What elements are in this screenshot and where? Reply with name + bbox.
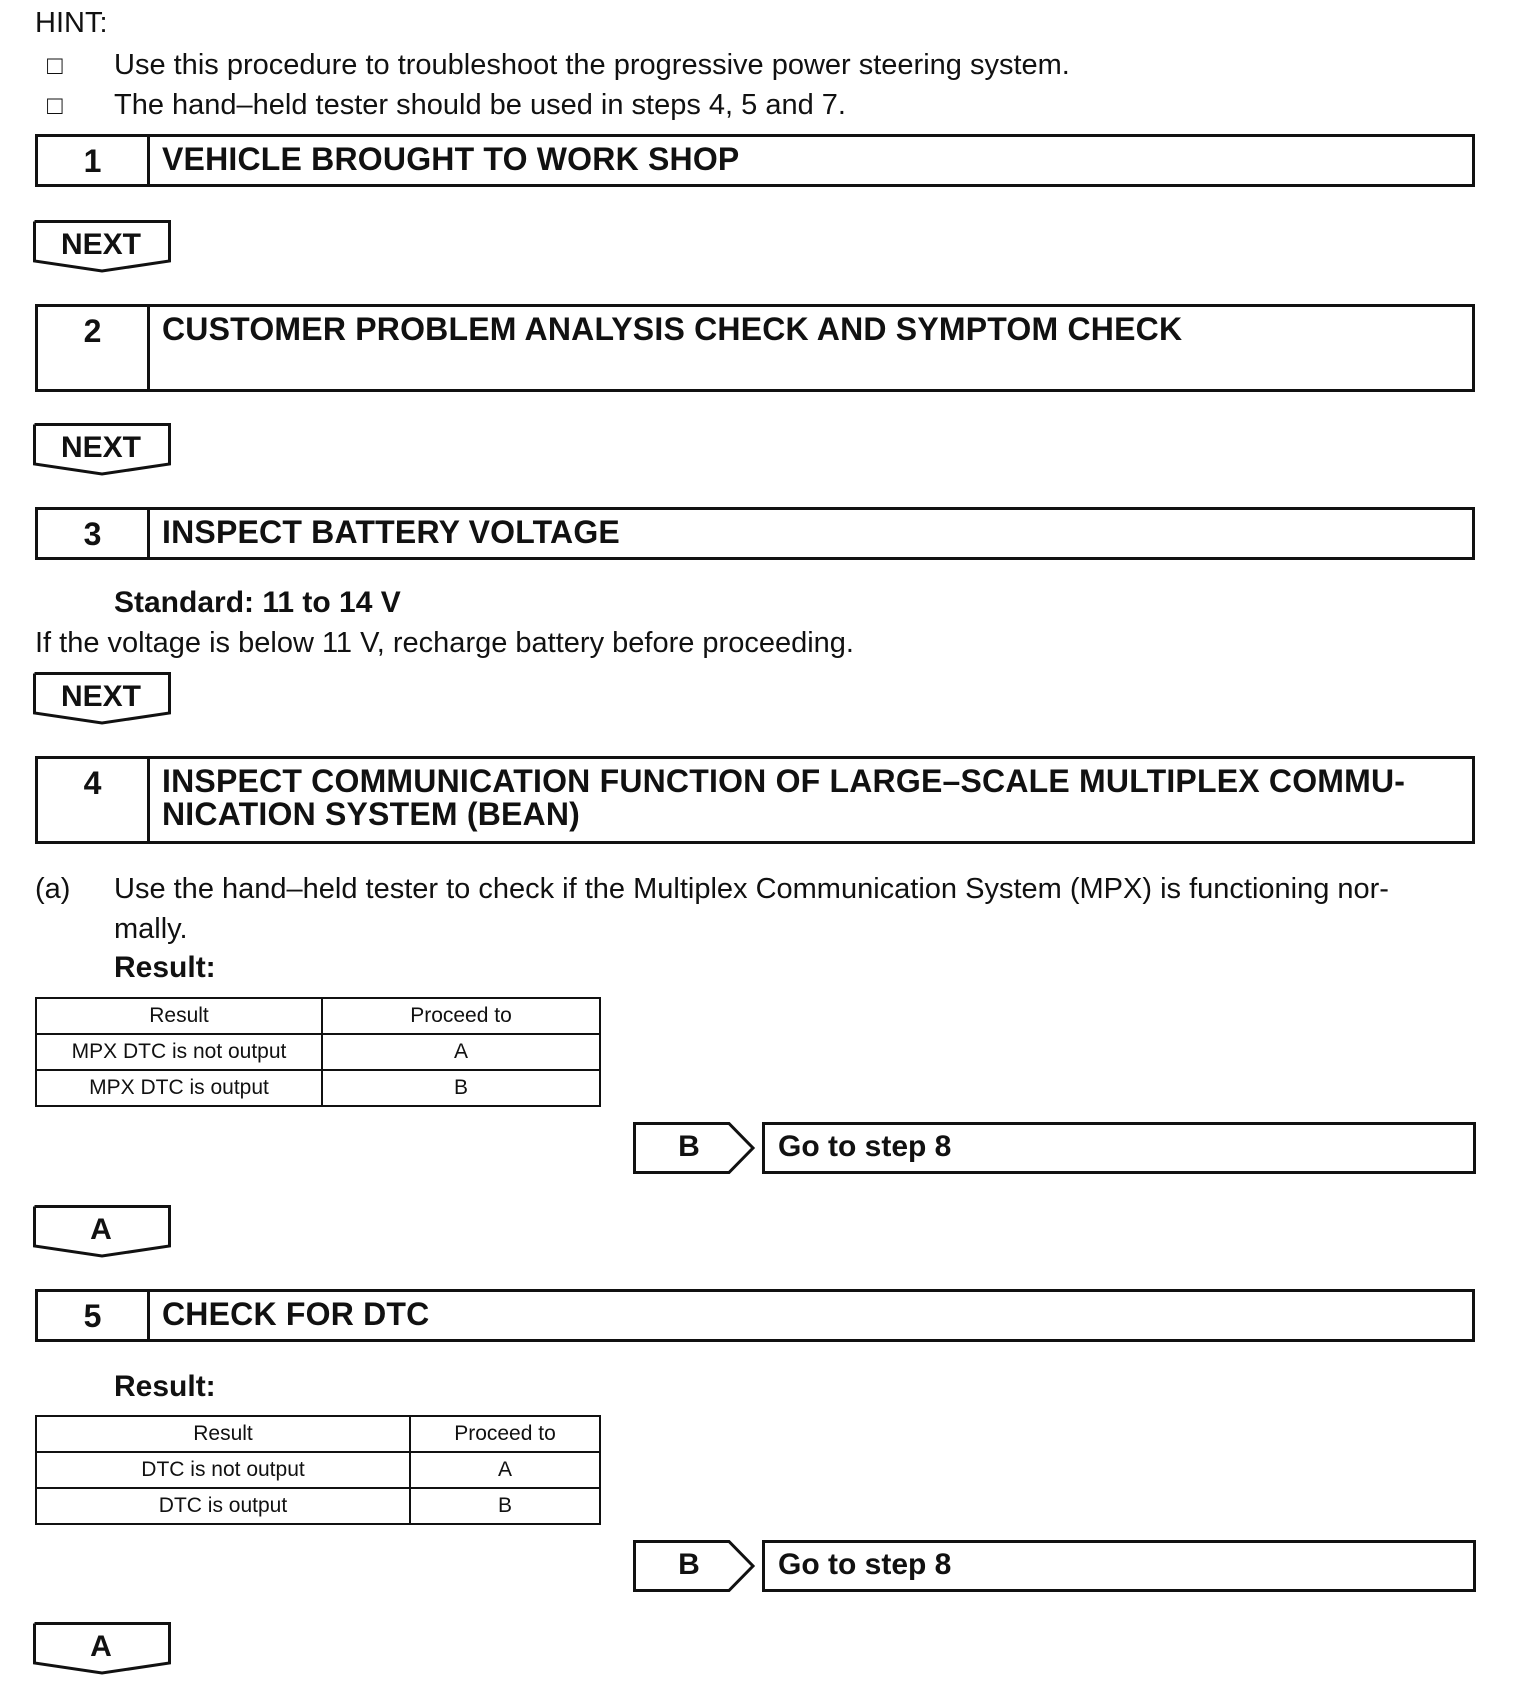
step-title: INSPECT BATTERY VOLTAGE (162, 514, 620, 550)
result-table (35, 997, 601, 1107)
item-text: Use the hand–held tester to check if the Multiplex Communication System (MPX) is functioning nor- (114, 873, 1389, 905)
table-cell: B (322, 1070, 600, 1106)
bullet-icon: □ (47, 50, 63, 80)
step-title-line: NICATION SYSTEM (BEAN) (162, 796, 581, 832)
standard-value: Standard: 11 to 14 V (114, 586, 401, 619)
step-header (35, 134, 1475, 187)
step-header (35, 304, 1475, 392)
result-heading: Result: (114, 1370, 216, 1403)
branch-b-tag (633, 1122, 755, 1176)
branch-b-label: B (678, 1548, 700, 1581)
step-number: 3 (38, 510, 150, 557)
table-cell: B (410, 1488, 600, 1524)
step-number: 5 (38, 1292, 150, 1339)
item-label: (a) (35, 873, 71, 905)
next-label: NEXT (60, 680, 141, 713)
table-cell: MPX DTC is not output (36, 1034, 322, 1070)
hint-item: The hand–held tester should be used in steps 4, 5 and 7. (114, 89, 846, 121)
table-cell: A (410, 1452, 600, 1488)
table-header: Result (36, 1416, 410, 1452)
next-label: NEXT (60, 228, 141, 261)
goto-step-box: Go to step 8 (762, 1540, 1476, 1592)
step-number: 2 (38, 307, 150, 389)
result-table (35, 1415, 601, 1525)
step-title (150, 759, 1472, 841)
step-number: 1 (38, 137, 150, 184)
branch-a-label: A (90, 1213, 112, 1246)
step-header (35, 756, 1475, 844)
result-heading: Result: (114, 951, 216, 984)
branch-b-tag (633, 1540, 755, 1594)
step-number: 4 (38, 759, 150, 841)
table-cell: MPX DTC is output (36, 1070, 322, 1106)
next-label: NEXT (60, 431, 141, 464)
branch-b-label: B (678, 1130, 700, 1163)
table-row (36, 1488, 600, 1524)
next-tab (33, 423, 173, 477)
table-row (36, 1452, 600, 1488)
table-cell: DTC is output (36, 1488, 410, 1524)
step-title: VEHICLE BROUGHT TO WORK SHOP (162, 141, 740, 177)
next-tab (33, 220, 173, 274)
branch-a-label: A (90, 1630, 112, 1663)
bullet-icon: □ (47, 90, 63, 120)
step-header (35, 507, 1475, 560)
step-title: CHECK FOR DTC (162, 1296, 430, 1332)
table-header: Result (36, 998, 322, 1034)
table-header-row (36, 998, 600, 1034)
table-header: Proceed to (410, 1416, 600, 1452)
goto-step-box: Go to step 8 (762, 1122, 1476, 1174)
table-row (36, 1034, 600, 1070)
branch-a-tab (33, 1622, 173, 1676)
hint-item: Use this procedure to troubleshoot the progressive power steering system. (114, 49, 1070, 81)
step-header (35, 1289, 1475, 1342)
table-header: Proceed to (322, 998, 600, 1034)
battery-note: If the voltage is below 11 V, recharge battery before proceeding. (35, 627, 854, 659)
hint-label: HINT: (35, 7, 108, 39)
table-cell: A (322, 1034, 600, 1070)
item-text: mally. (114, 913, 188, 945)
table-cell: DTC is not output (36, 1452, 410, 1488)
next-tab (33, 672, 173, 726)
table-row (36, 1070, 600, 1106)
branch-a-tab (33, 1205, 173, 1259)
step-title: CUSTOMER PROBLEM ANALYSIS CHECK AND SYMPTOM CHECK (162, 311, 1183, 347)
step-title-line: INSPECT COMMUNICATION FUNCTION OF LARGE–SCALE MULTIPLEX COMMU- (162, 763, 1406, 799)
table-header-row (36, 1416, 600, 1452)
